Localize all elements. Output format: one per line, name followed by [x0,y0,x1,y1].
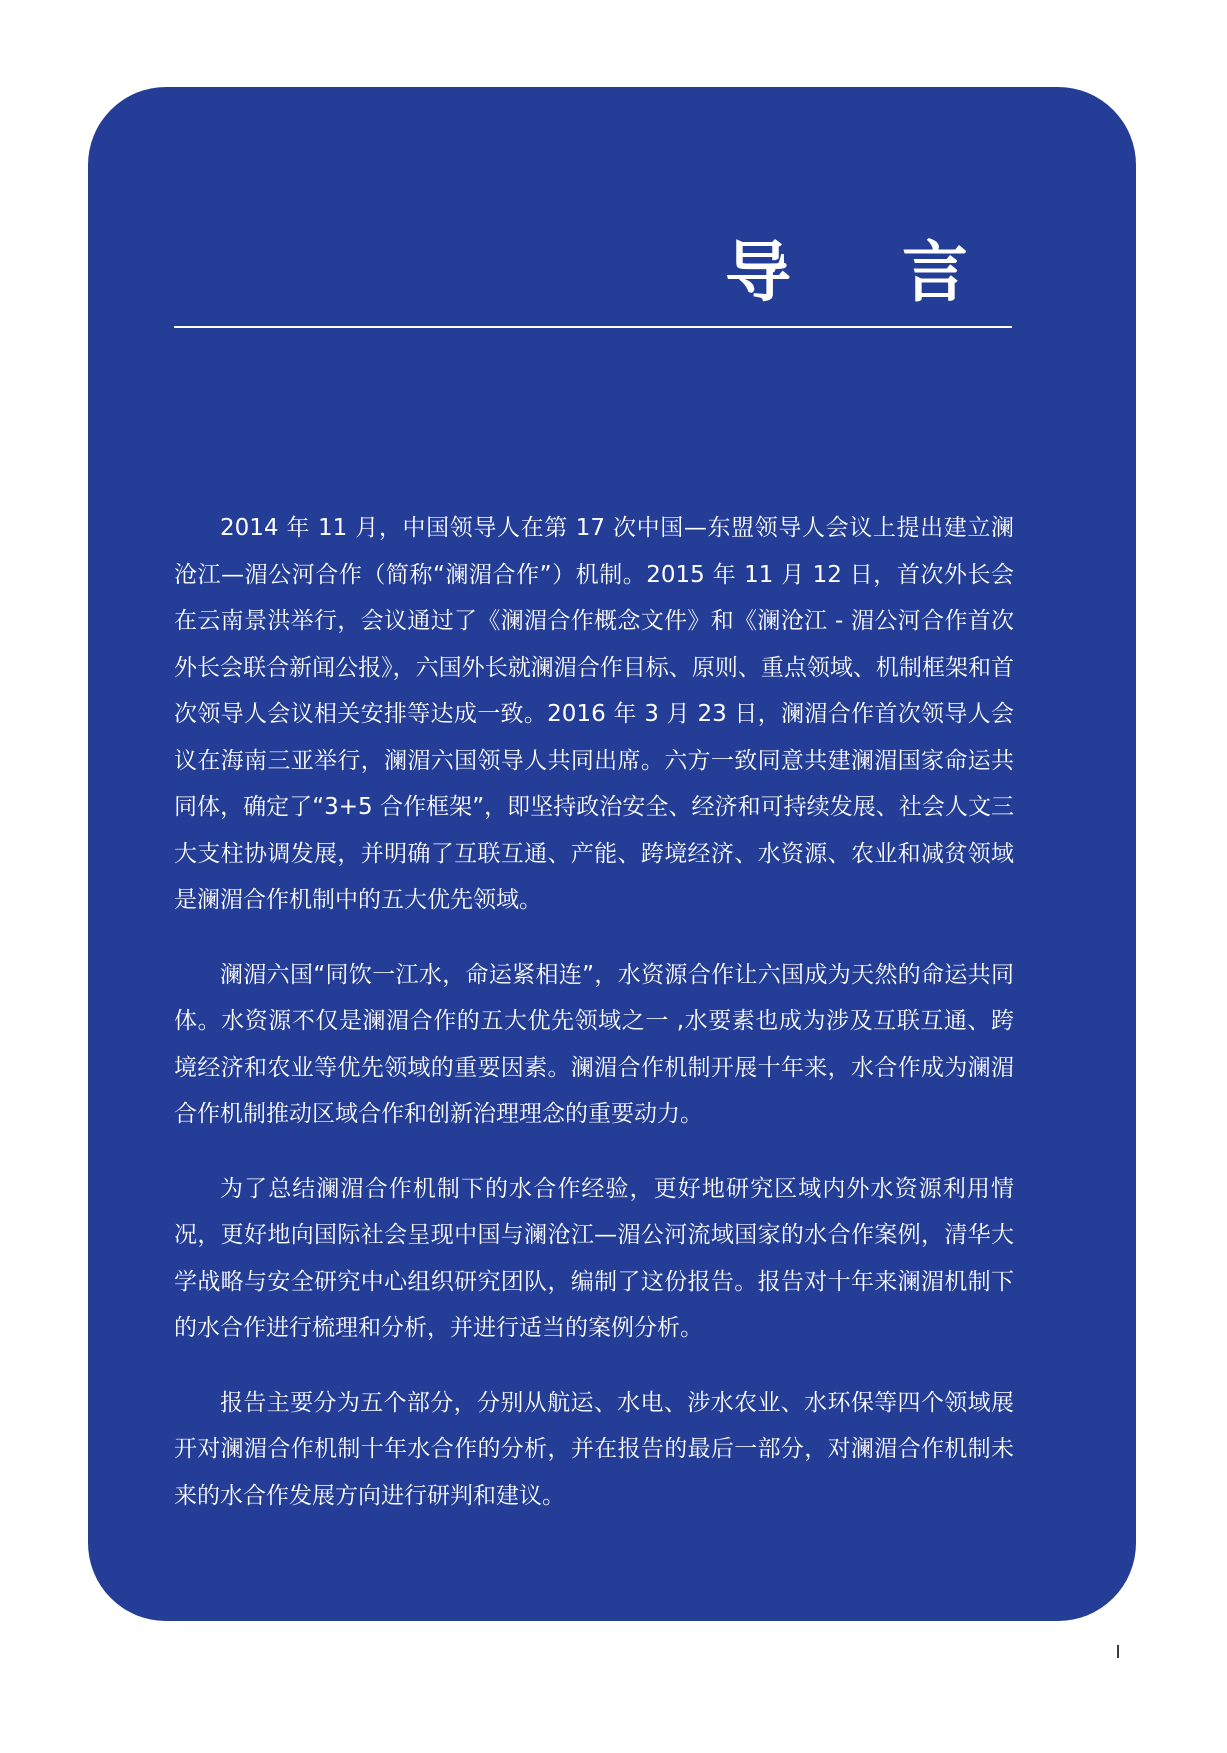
intro-paragraph-1: 2014 年 11 月，中国领导人在第 17 次中国—东盟领导人会议上提出建立澜沧江—湄公河合作（简称“澜湄合作”）机制。2015 年 11 月 12 日，首次外长会在云南景洪举行，会议通过了《澜湄合作概念文件》和《澜沧江 - 湄公河合作首次外长会联合新闻公报》，六国外长就澜湄合作目标、原则、重点领域、机制框架和首次领导人会议相关安排等达成一致。2016 年 3 月 23 日，澜湄合作首次领导人会议在海南三亚举行，澜湄六国领导人共同出席。六方一致同意共建澜湄国家命运共同体，确定了“3+5 合作框架”，即坚持政治安全、经济和可持续发展、社会人文三大支柱协调发展，并明确了互联互通、产能、跨境经济、水资源、农业和减贫领域是澜湄合作机制中的五大优先领域。 [174,515,1014,913]
page-title: 导 言 [725,233,1012,311]
title-divider [174,326,1012,328]
page-number: I [1115,1642,1121,1663]
intro-paragraph-4: 报告主要分为五个部分，分别从航运、水电、涉水农业、水环保等四个领域展开对澜湄合作机制十年水合作的分析，并在报告的最后一部分，对澜湄合作机制未来的水合作发展方向进行研判和建议。 [174,1389,1014,1509]
intro-paragraph-3: 为了总结澜湄合作机制下的水合作经验，更好地研究区域内外水资源利用情况，更好地向国际社会呈现中国与澜沧江—湄公河流域国家的水合作案例，清华大学战略与安全研究中心组织研究团队，编制了这份报告。报告对十年来澜湄机制下的水合作进行梳理和分析，并进行适当的案例分析。 [174,1175,1014,1341]
intro-paragraph-2: 澜湄六国“同饮一江水，命运紧相连”，水资源合作让六国成为天然的命运共同体。水资源不仅是澜湄合作的五大优先领域之一 ,水要素也成为涉及互联互通、跨境经济和农业等优先领域的重要因素。澜湄合作机制开展十年来，水合作成为澜湄合作机制推动区域合作和创新治理理念的重要动力。 [174,961,1014,1127]
intro-body [174,505,1014,1547]
